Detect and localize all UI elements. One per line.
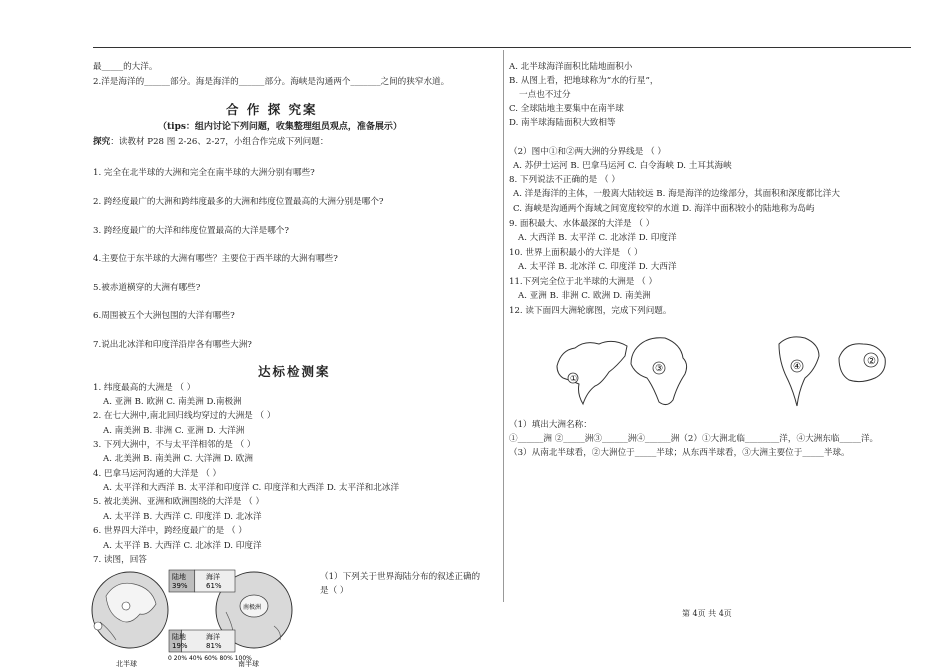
land-sea-distribution-figure <box>86 566 308 668</box>
test-question-7: 7. 读图，回答 <box>93 555 147 565</box>
continent-number-3: ③ <box>655 364 664 374</box>
sub-question-2: （2）图中①和②两大洲的分界线是 （ ） <box>509 147 667 157</box>
explore-question-6: 6.周围被五个大洲包围的大洋有哪些? <box>93 311 235 321</box>
continent-number-2: ② <box>867 356 876 367</box>
test-options-4: A. 太平洋和大西洋 B. 太平洋和印度洋 C. 印度洋和大西洋 D. 太平洋和北冰洋 <box>103 483 400 493</box>
cooperation-tips: （tips：组内讨论下列问题，收集整理组员观点，准备展示） <box>158 122 402 132</box>
option-c: C. 全球陆地主要集中在南半球 <box>509 104 624 114</box>
sub-question-1-line-1: （1）下列关于世界海陆分布的叙述正确的 <box>320 572 481 582</box>
continents-figure-right <box>775 330 895 410</box>
test-options-9: A. 大西洋 B. 太平洋 C. 北冰洋 D. 印度洋 <box>518 233 677 243</box>
test-question-3: 3. 下列大洲中，不与太平洋相邻的是 （ ） <box>93 440 256 450</box>
test-question-11: 11.下列完全位于北半球的大洲是 （ ） <box>509 277 658 287</box>
fill-line-2: 2.洋是海洋的______部分。海是海洋的______部分。海峡是沟通两个_______之间的狭窄水道。 <box>93 77 450 87</box>
south-sea-percent: 81% <box>206 642 222 650</box>
north-land-percent: 39% <box>172 582 188 590</box>
continents-figure-left <box>555 330 710 410</box>
continent-number-1: ① <box>570 374 578 383</box>
explore-question-7: 7.说出北冰洋和印度洋沿岸各有哪些大洲? <box>93 340 252 350</box>
fill-instruction: （1）填出大洲名称： <box>509 420 592 430</box>
test-options-11: A. 亚洲 B. 非洲 C. 欧洲 D. 南美洲 <box>518 291 651 301</box>
explore-question-5: 5.被赤道横穿的大洲有哪些? <box>93 283 201 293</box>
antarctica-label: 南极洲 <box>243 604 262 611</box>
sub-question-2-options: A. 苏伊士运河 B. 巴拿马运河 C. 白令海峡 D. 土耳其海峡 <box>513 161 732 171</box>
test-options-6: A. 太平洋 B. 大西洋 C. 北冰洋 D. 印度洋 <box>103 541 262 551</box>
asia-europe-outline <box>557 341 627 404</box>
north-sea-percent: 61% <box>206 582 222 590</box>
test-question-9: 9. 面积最大、水体最深的大洋是 （ ） <box>509 219 655 229</box>
test-options-10: A. 太平洋 B. 北冰洋 C. 印度洋 D. 大西洋 <box>518 262 677 272</box>
header-rule <box>93 47 911 48</box>
test-options-8-ab: A. 洋是海洋的主体，一般离大陆较远 B. 海是海洋的边缘部分，其面积和深度都比洋大 <box>513 189 840 199</box>
explore-question-3: 3. 跨经度最广的大洋和纬度位置最高的大洋是哪个? <box>93 226 290 236</box>
test-question-2: 2. 在七大洲中,南北回归线均穿过的大洲是 （ ） <box>93 411 276 421</box>
test-question-5: 5. 被北美洲、亚洲和欧洲围绕的大洋是 （ ） <box>93 497 265 507</box>
test-options-3: A. 北美洲 B. 南美洲 C. 大洋洲 D. 欧洲 <box>103 454 253 464</box>
antarctica-outline <box>839 344 885 382</box>
option-b-line-1: B. 从图上看，把地球称为“水的行星”， <box>509 76 659 86</box>
explore-question-1: 1. 完全在北半球的大洲和完全在南半球的大洲分别有哪些? <box>93 168 315 178</box>
bar-axis-scale: 0 20% 40% 60% 80% 100% <box>168 655 252 662</box>
test-options-5: A. 太平洋 B. 大西洋 C. 印度洋 D. 北冰洋 <box>103 512 262 522</box>
test-question-6: 6. 世界四大洋中，跨经度最广的是 （ ） <box>93 526 247 536</box>
test-options-8-cd: C. 海峡是沟通两个海域之间宽度较窄的水道 D. 海洋中面积较小的陆地称为岛屿 <box>513 204 815 214</box>
fill-hemisphere-question: （3）从南北半球看，②大洲位于_____半球；从东西半球看，③大洲主要位于_____半球。 <box>509 448 850 458</box>
south-sea-label: 海洋 <box>206 633 220 641</box>
north-sea-label: 海洋 <box>206 573 220 581</box>
north-land-label: 陆地 <box>172 573 186 581</box>
marker-circle <box>94 622 102 630</box>
explore-text: ：读教材 P28 图 2-26、2-27，小组合作完成下列问题： <box>110 137 329 147</box>
explore-instruction <box>93 135 328 147</box>
south-land-percent: 19% <box>172 642 188 650</box>
option-d: D. 南半球海陆面积大致相等 <box>509 118 616 128</box>
test-question-10: 10. 世界上面积最小的大洋是 （ ） <box>509 248 643 258</box>
fill-continent-names: ①______洲 ②_____洲③______洲④______洲（2）①大洲北临________洋，④大洲东临_____洋。 <box>509 434 879 444</box>
southern-hemisphere-label: 南半球 <box>238 660 259 668</box>
test-title: 达标检测案 <box>258 364 331 379</box>
page-footer: 第 4页 共 4页 <box>682 609 732 618</box>
sub-question-1-line-2: 是（ ） <box>320 586 349 596</box>
test-question-1: 1. 纬度最高的大洲是 （ ） <box>93 383 196 393</box>
explore-label: 探究 <box>93 137 111 147</box>
test-question-4: 4. 巴拿马运河沟通的大洋是 （ ） <box>93 469 222 479</box>
option-a: A. 北半球海洋面积比陆地面积小 <box>509 62 633 72</box>
south-land-label: 陆地 <box>172 633 186 641</box>
test-question-8: 8. 下列说法不正确的是 （ ） <box>509 175 620 185</box>
explore-question-4: 4.主要位于东半球的大洲有哪些？主要位于西半球的大洲有哪些? <box>93 254 338 264</box>
marker-circle <box>122 602 130 610</box>
test-options-1: A. 亚洲 B. 欧洲 C. 南美洲 D.南极洲 <box>103 397 242 407</box>
continent-number-4: ④ <box>793 362 802 372</box>
test-options-2: A. 南美洲 B. 非洲 C. 亚洲 D. 大洋洲 <box>103 426 245 436</box>
column-divider <box>503 50 504 602</box>
northern-hemisphere-label: 北半球 <box>116 660 137 668</box>
fill-line-1: 最_____的大洋。 <box>93 62 158 72</box>
explore-question-2: 2. 跨经度最广的大洲和跨纬度最多的大洲和纬度位置最高的大洲分别是哪个? <box>93 197 384 207</box>
cooperation-title: 合 作 探 究案 <box>226 102 318 117</box>
test-question-12: 12. 读下面四大洲轮廓图，完成下列问题。 <box>509 306 672 316</box>
option-b-line-2: 一点也不过分 <box>519 90 571 100</box>
